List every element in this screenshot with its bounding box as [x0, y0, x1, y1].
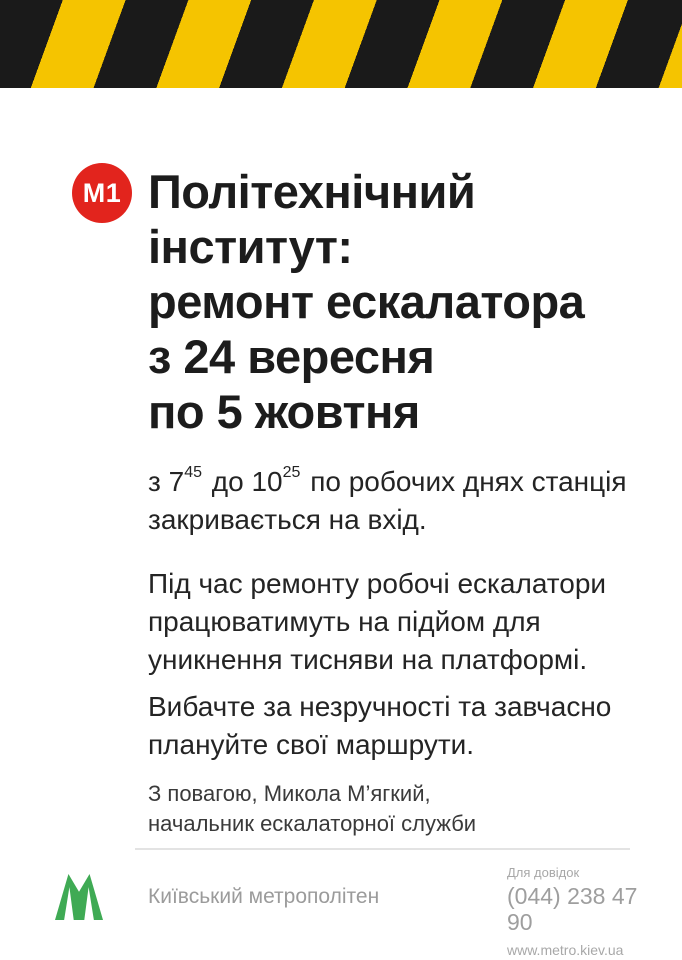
headline-line-5: по 5 жовтня — [148, 385, 420, 438]
time-superscript-45: 45 — [184, 464, 202, 481]
footer-divider — [135, 848, 630, 850]
time-superscript-25: 25 — [282, 464, 301, 481]
apology-line-1: Вибачте за незручності та завчасно — [148, 691, 612, 722]
contact-phone: (044) 238 47 90 — [507, 883, 638, 935]
schedule-text-mid: до 10 — [204, 466, 283, 497]
contact-website: www.metro.kiev.ua — [507, 942, 624, 958]
kyiv-metro-logo-icon — [55, 873, 103, 920]
headline-line-4: з 24 вересня — [148, 330, 435, 383]
schedule-line-1 — [148, 463, 653, 501]
notice-headline — [148, 164, 584, 439]
contact-block — [507, 865, 667, 958]
apology-paragraph — [148, 688, 653, 764]
organization-name: Київський метрополітен — [148, 885, 380, 908]
signature-block — [148, 779, 476, 839]
hazard-stripes-banner — [0, 0, 682, 88]
schedule-line-2: закривається на вхід. — [148, 504, 427, 535]
metro-line-m1-badge — [72, 163, 132, 223]
headline-line-1: Політехнічний — [148, 165, 476, 218]
repair-info-line-2: працюватимуть на підйом для — [148, 606, 541, 637]
apology-line-2: плануйте свої маршрути. — [148, 729, 475, 760]
signature-line-2: начальник ескалаторної служби — [148, 811, 477, 836]
repair-info-line-3: уникнення тисняви на платформі. — [148, 644, 588, 675]
headline-line-2: інститут: — [148, 220, 353, 273]
schedule-text-post: по робочих днях станція — [302, 466, 627, 497]
repair-info-line-1: Під час ремонту робочі ескалатори — [148, 568, 607, 599]
m1-badge-label: M1 — [82, 177, 122, 208]
signature-line-1: З повагою, Микола М’ягкий, — [148, 781, 431, 806]
schedule-paragraph — [148, 463, 653, 539]
repair-info-paragraph — [148, 565, 653, 679]
headline-line-3: ремонт ескалатора — [148, 275, 585, 328]
schedule-text-pre: з 7 — [148, 466, 185, 497]
contact-label: Для довідок — [507, 865, 580, 880]
